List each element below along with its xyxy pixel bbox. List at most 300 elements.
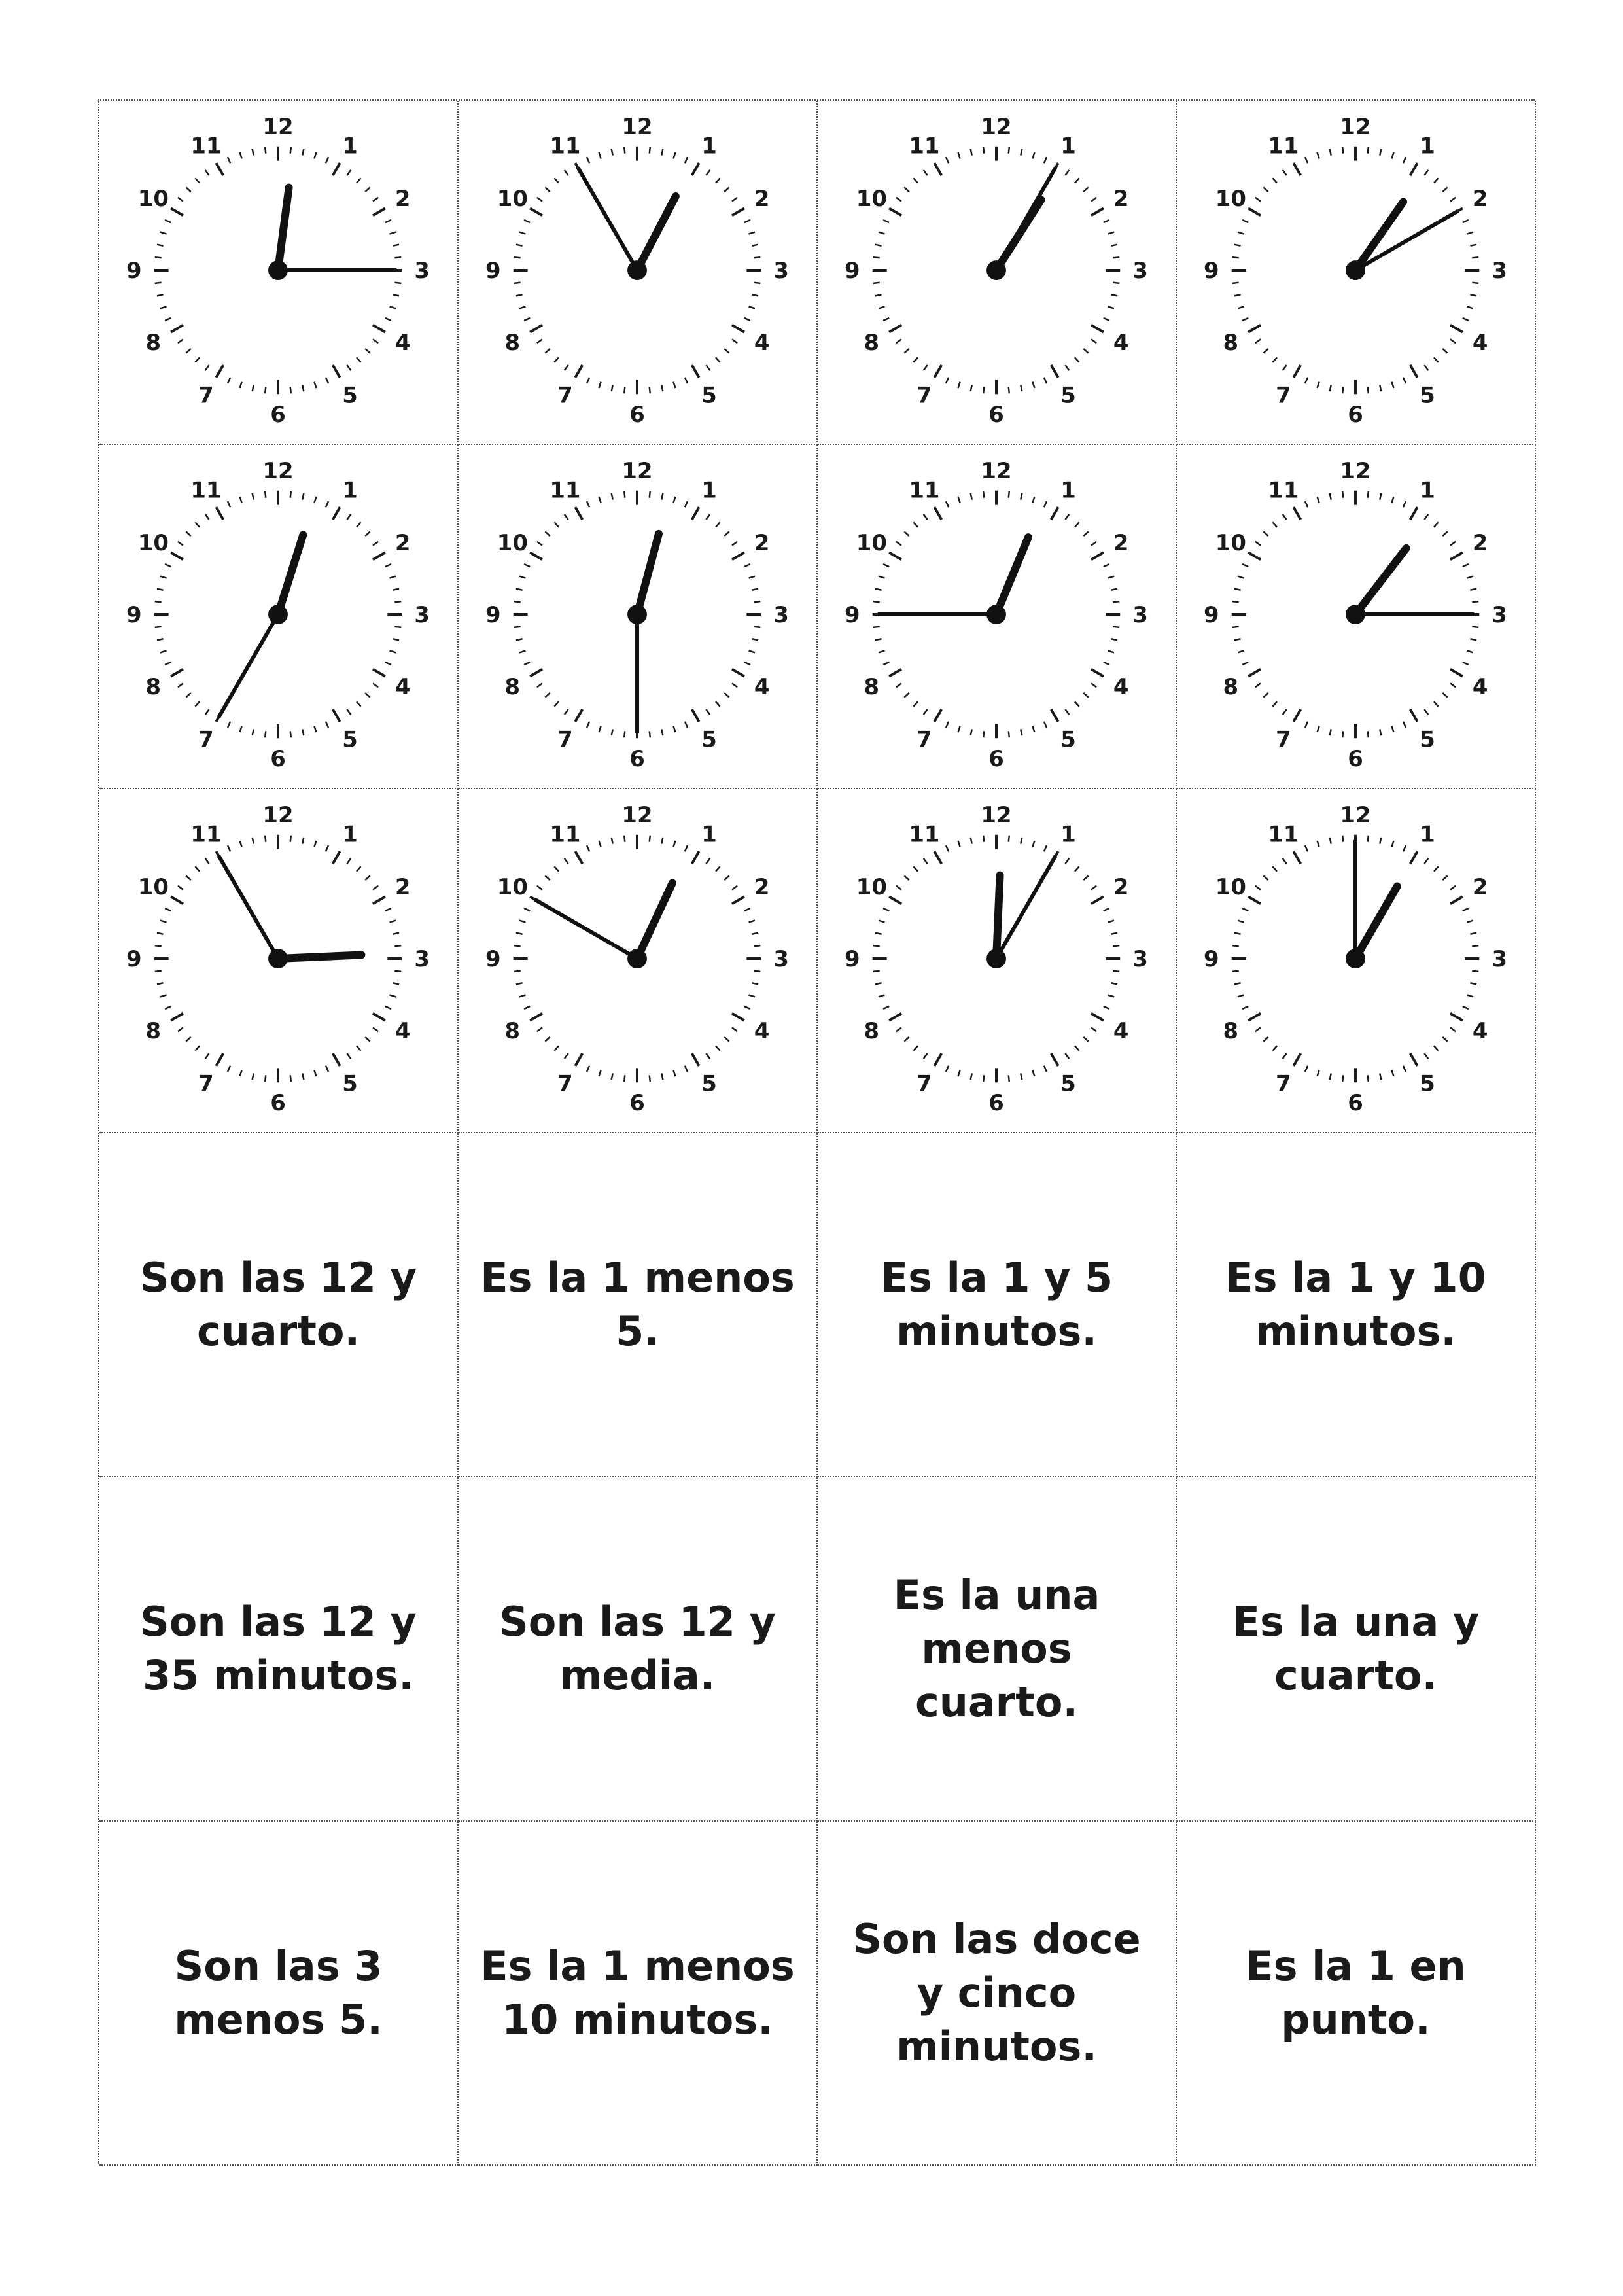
minute-tick — [165, 1006, 171, 1009]
minute-tick — [160, 232, 166, 234]
minute-tick — [165, 220, 171, 222]
clock-number: 9 — [126, 945, 142, 972]
clock-number: 4 — [394, 674, 411, 700]
minute-tick — [1263, 1037, 1268, 1042]
minute-tick — [205, 1053, 209, 1059]
hour-tick — [333, 851, 340, 864]
hour-tick — [1248, 325, 1261, 332]
minute-tick — [302, 1073, 304, 1080]
clock-number: 3 — [1492, 257, 1507, 283]
minute-tick — [1111, 983, 1117, 984]
minute-tick — [205, 170, 209, 175]
time-card-4 — [1177, 1133, 1536, 1477]
center-pin — [1346, 605, 1365, 624]
clock-number: 1 — [701, 821, 717, 847]
minute-tick — [1442, 693, 1447, 698]
time-card-text: Es la una y cuarto. — [1232, 1598, 1480, 1699]
minute-tick — [971, 385, 972, 391]
minute-tick — [661, 838, 663, 844]
hour-tick — [1293, 507, 1300, 520]
hour-tick — [692, 163, 699, 175]
minute-tick — [373, 1027, 378, 1031]
minute-tick — [946, 845, 949, 851]
minute-tick — [1113, 257, 1119, 258]
minute-hand — [218, 614, 278, 717]
minute-tick — [1113, 601, 1119, 602]
minute-tick — [1318, 726, 1319, 732]
minute-tick — [347, 1053, 351, 1059]
clock-number: 2 — [394, 529, 411, 556]
minute-tick — [1434, 522, 1439, 527]
clock-number: 8 — [1223, 1018, 1239, 1044]
minute-tick — [883, 1006, 889, 1009]
clock-number: 6 — [1348, 402, 1363, 428]
minute-tick — [624, 731, 625, 737]
minute-tick — [205, 514, 209, 520]
minute-tick — [1238, 995, 1244, 997]
clock-number: 4 — [1113, 674, 1129, 700]
minute-tick — [913, 1046, 918, 1050]
minute-tick — [1065, 858, 1069, 864]
hour-tick — [934, 163, 941, 175]
minute-tick — [1238, 232, 1244, 234]
clock-number: 8 — [504, 1018, 521, 1044]
clock-number: 3 — [414, 257, 430, 283]
minute-tick — [754, 945, 760, 946]
minute-tick — [924, 709, 928, 715]
minute-tick — [157, 294, 164, 296]
minute-tick — [752, 589, 758, 590]
time-card-text: Son las 3 menos 5. — [174, 1942, 383, 2043]
minute-tick — [565, 1053, 568, 1059]
minute-tick — [195, 522, 200, 527]
clock-number: 3 — [773, 601, 789, 627]
hour-tick — [171, 669, 183, 677]
clock-number: 10 — [856, 529, 887, 556]
clock-number: 2 — [1472, 185, 1488, 211]
minute-tick — [879, 306, 884, 308]
clock-number: 10 — [1215, 185, 1246, 211]
clock-number: 1 — [342, 821, 358, 847]
minute-tick — [393, 933, 399, 934]
minute-tick — [883, 908, 889, 911]
clock-number: 6 — [1348, 746, 1363, 772]
clock-number: 2 — [1113, 185, 1129, 211]
minute-tick — [913, 357, 918, 362]
hour-tick — [692, 1053, 699, 1066]
minute-tick — [253, 838, 254, 844]
minute-tick — [228, 378, 230, 383]
minute-tick — [661, 1073, 663, 1080]
time-card-12 — [1177, 1822, 1536, 2166]
minute-tick — [1075, 866, 1079, 871]
clock-number: 7 — [198, 1070, 214, 1097]
clock-card-2 — [459, 101, 818, 445]
time-card-7 — [818, 1477, 1177, 1822]
minute-tick — [365, 531, 370, 536]
minute-tick — [971, 729, 972, 735]
minute-hand — [534, 899, 637, 959]
minute-tick — [326, 722, 328, 728]
minute-tick — [587, 845, 589, 851]
minute-tick — [1391, 382, 1393, 388]
clock-number: 4 — [754, 1018, 770, 1044]
hour-tick — [692, 851, 699, 864]
hour-tick — [333, 709, 340, 722]
minute-tick — [365, 875, 370, 880]
clock-number: 1 — [1060, 477, 1076, 503]
minute-tick — [1305, 378, 1308, 383]
minute-tick — [1305, 157, 1308, 163]
minute-tick — [253, 729, 254, 735]
clock-face-5 — [99, 445, 457, 788]
clock-number: 11 — [190, 133, 222, 159]
minute-tick — [587, 501, 589, 507]
minute-tick — [1403, 157, 1406, 163]
minute-tick — [1472, 257, 1478, 258]
center-pin — [627, 605, 647, 624]
hour-tick — [373, 208, 385, 215]
clock-number: 2 — [1472, 529, 1488, 556]
minute-tick — [545, 693, 550, 698]
minute-tick — [1305, 501, 1308, 507]
minute-tick — [545, 349, 550, 353]
clock-number: 10 — [856, 185, 887, 211]
hour-hand — [1355, 202, 1403, 271]
minute-tick — [716, 866, 720, 871]
minute-tick — [393, 639, 399, 640]
minute-tick — [1283, 858, 1287, 864]
minute-tick — [1065, 170, 1069, 175]
minute-tick — [1108, 650, 1114, 652]
minute-tick — [983, 731, 984, 737]
minute-tick — [1463, 1006, 1469, 1009]
minute-tick — [1044, 722, 1047, 728]
minute-tick — [1111, 933, 1117, 934]
minute-tick — [958, 1070, 960, 1076]
minute-tick — [904, 531, 909, 536]
minute-tick — [1424, 1053, 1428, 1059]
hour-tick — [530, 1014, 542, 1021]
minute-tick — [883, 318, 889, 321]
clock-number: 7 — [916, 726, 932, 752]
minute-tick — [1467, 650, 1473, 652]
minute-tick — [1021, 149, 1022, 156]
clock-number: 4 — [394, 330, 411, 356]
hour-tick — [1450, 1014, 1463, 1021]
minute-tick — [1380, 838, 1381, 844]
minute-tick — [537, 1027, 542, 1031]
minute-tick — [1442, 187, 1447, 192]
clock-number: 8 — [864, 1018, 880, 1044]
minute-tick — [673, 726, 675, 732]
clock-number: 8 — [864, 674, 880, 700]
minute-tick — [612, 149, 613, 156]
hour-tick — [1293, 709, 1300, 722]
clock-number: 12 — [262, 802, 294, 828]
minute-tick — [205, 365, 209, 370]
minute-tick — [537, 198, 542, 202]
minute-tick — [1318, 1070, 1319, 1076]
minute-tick — [554, 701, 559, 706]
clock-number: 9 — [845, 945, 860, 972]
minute-tick — [587, 157, 589, 163]
minute-tick — [749, 921, 755, 923]
clock-number: 11 — [1268, 477, 1299, 503]
minute-tick — [186, 693, 190, 698]
hour-tick — [171, 552, 183, 559]
minute-tick — [373, 339, 378, 343]
minute-tick — [347, 858, 351, 864]
minute-tick — [913, 522, 918, 527]
time-card-text: Son las doce y cinco minutos. — [852, 1915, 1141, 2070]
minute-tick — [394, 971, 401, 972]
minute-tick — [1075, 1046, 1079, 1050]
minute-tick — [1255, 542, 1261, 546]
clock-number: 11 — [1268, 821, 1299, 847]
minute-tick — [160, 650, 166, 652]
minute-tick — [1272, 178, 1277, 183]
minute-tick — [896, 1027, 901, 1031]
clock-number: 6 — [270, 402, 286, 428]
minute-tick — [706, 709, 710, 715]
minute-tick — [673, 382, 675, 388]
hour-tick — [216, 1053, 223, 1066]
minute-tick — [732, 339, 737, 343]
minute-tick — [1305, 722, 1308, 728]
minute-tick — [365, 349, 370, 353]
minute-tick — [706, 170, 710, 175]
clock-face-8 — [1177, 445, 1535, 788]
minute-tick — [971, 493, 972, 500]
clock-number: 9 — [126, 601, 142, 627]
minute-tick — [165, 318, 171, 321]
clock-number: 5 — [1420, 382, 1435, 408]
clock-number: 9 — [845, 257, 860, 283]
time-card-text: Es la una menos cuarto. — [893, 1571, 1100, 1726]
center-pin — [1346, 949, 1365, 968]
minute-tick — [228, 722, 230, 728]
minute-tick — [875, 639, 882, 640]
minute-tick — [240, 382, 242, 388]
clock-number: 11 — [550, 821, 581, 847]
time-card-2 — [459, 1133, 818, 1477]
minute-tick — [879, 995, 884, 997]
clock-number: 9 — [485, 601, 501, 627]
minute-tick — [1075, 357, 1079, 362]
minute-tick — [1330, 1073, 1331, 1080]
minute-tick — [1091, 542, 1096, 546]
minute-tick — [537, 683, 542, 687]
minute-tick — [373, 683, 378, 687]
clock-number: 6 — [629, 1090, 645, 1116]
minute-tick — [1472, 971, 1478, 972]
minute-tick — [253, 1073, 254, 1080]
minute-tick — [624, 836, 625, 842]
minute-tick — [1032, 497, 1034, 503]
minute-tick — [1255, 198, 1261, 202]
minute-tick — [1083, 531, 1088, 536]
minute-tick — [524, 662, 530, 665]
minute-tick — [1391, 497, 1393, 503]
hour-tick — [1410, 507, 1418, 520]
minute-tick — [913, 701, 918, 706]
clock-number: 1 — [342, 133, 358, 159]
minute-tick — [186, 875, 190, 880]
clock-number: 8 — [145, 1018, 162, 1044]
minute-tick — [896, 198, 901, 202]
minute-tick — [228, 845, 230, 851]
minute-tick — [554, 357, 559, 362]
minute-tick — [754, 971, 760, 972]
minute-tick — [875, 983, 882, 984]
minute-tick — [265, 387, 266, 393]
minute-tick — [1272, 866, 1277, 871]
minute-tick — [1242, 662, 1248, 665]
hour-hand — [996, 200, 1041, 270]
minute-tick — [394, 945, 401, 946]
minute-tick — [519, 306, 525, 308]
minute-tick — [904, 349, 909, 353]
minute-tick — [178, 339, 183, 343]
minute-tick — [732, 683, 737, 687]
minute-tick — [1242, 318, 1248, 321]
minute-tick — [1234, 294, 1241, 296]
minute-tick — [1111, 245, 1117, 246]
minute-tick — [516, 639, 523, 640]
minute-tick — [744, 220, 750, 222]
clock-matching-sheet — [98, 99, 1535, 2164]
hour-tick — [1450, 325, 1463, 332]
clock-number: 7 — [557, 382, 573, 408]
clock-number: 11 — [1268, 133, 1299, 159]
clock-number: 7 — [198, 382, 214, 408]
clock-number: 6 — [988, 1090, 1004, 1116]
minute-tick — [1242, 1006, 1248, 1009]
minute-tick — [1463, 220, 1469, 222]
minute-tick — [1424, 858, 1428, 864]
minute-tick — [240, 841, 242, 847]
hour-tick — [373, 325, 385, 332]
minute-tick — [1021, 729, 1022, 735]
hour-tick — [575, 851, 582, 864]
minute-tick — [1330, 838, 1331, 844]
minute-tick — [160, 921, 166, 923]
minute-tick — [240, 152, 242, 158]
minute-tick — [326, 1066, 328, 1072]
hour-tick — [934, 1053, 941, 1066]
center-pin — [627, 260, 647, 280]
minute-tick — [240, 1070, 242, 1076]
minute-tick — [1238, 576, 1244, 578]
minute-tick — [1380, 729, 1381, 735]
minute-tick — [314, 841, 316, 847]
hour-tick — [333, 163, 340, 175]
minute-tick — [1238, 921, 1244, 923]
hour-tick — [333, 507, 340, 520]
minute-tick — [1342, 1075, 1343, 1082]
minute-tick — [1403, 722, 1406, 728]
minute-tick — [1380, 1073, 1381, 1080]
minute-tick — [883, 220, 889, 222]
minute-tick — [924, 1053, 928, 1059]
clock-card-9 — [99, 789, 459, 1133]
minute-tick — [1044, 157, 1047, 163]
minute-tick — [516, 589, 523, 590]
minute-tick — [205, 858, 209, 864]
clock-number: 12 — [1340, 802, 1371, 828]
time-card-text: Son las 12 y 35 minutos. — [140, 1598, 417, 1699]
hour-tick — [333, 1053, 340, 1066]
clock-number: 8 — [145, 674, 162, 700]
minute-tick — [314, 152, 316, 158]
hour-tick — [1410, 365, 1418, 378]
minute-tick — [1111, 589, 1117, 590]
minute-tick — [883, 564, 889, 567]
minute-tick — [385, 908, 391, 911]
clock-number: 4 — [754, 330, 770, 356]
minute-tick — [1342, 836, 1343, 842]
minute-tick — [390, 995, 396, 997]
clock-number: 11 — [909, 477, 940, 503]
minute-tick — [545, 531, 550, 536]
minute-tick — [1434, 866, 1439, 871]
minute-tick — [516, 933, 523, 934]
clock-number: 5 — [701, 726, 717, 752]
hour-hand — [278, 188, 289, 270]
clock-number: 3 — [1492, 945, 1507, 972]
clock-face-9 — [99, 789, 457, 1132]
minute-tick — [744, 1006, 750, 1009]
minute-tick — [516, 294, 523, 296]
clock-number: 5 — [1420, 726, 1435, 752]
hour-tick — [216, 365, 223, 378]
clock-number: 11 — [909, 133, 940, 159]
minute-tick — [519, 576, 525, 578]
clock-number: 4 — [1113, 1018, 1129, 1044]
hour-tick — [1091, 896, 1104, 904]
minute-tick — [1091, 886, 1096, 890]
hour-tick — [1293, 163, 1300, 175]
minute-tick — [599, 841, 601, 847]
minute-tick — [685, 501, 688, 507]
minute-tick — [1083, 875, 1088, 880]
minute-tick — [599, 1070, 601, 1076]
minute-tick — [1232, 601, 1239, 602]
minute-tick — [1263, 531, 1268, 536]
hour-tick — [1248, 669, 1261, 677]
minute-tick — [1234, 639, 1241, 640]
minute-tick — [685, 845, 688, 851]
hour-hand — [996, 537, 1028, 614]
clock-number: 7 — [557, 1070, 573, 1097]
minute-tick — [326, 501, 328, 507]
hour-tick — [575, 1053, 582, 1066]
clock-number: 6 — [629, 402, 645, 428]
minute-tick — [253, 385, 254, 391]
minute-tick — [253, 149, 254, 156]
minute-tick — [958, 841, 960, 847]
minute-tick — [290, 836, 291, 842]
minute-tick — [1442, 531, 1447, 536]
hour-tick — [1293, 851, 1300, 864]
minute-tick — [946, 157, 949, 163]
time-card-text: Es la 1 y 5 minutos. — [880, 1254, 1113, 1355]
minute-tick — [314, 726, 316, 732]
hour-tick — [1248, 552, 1261, 559]
minute-tick — [265, 491, 266, 498]
hour-tick — [216, 507, 223, 520]
